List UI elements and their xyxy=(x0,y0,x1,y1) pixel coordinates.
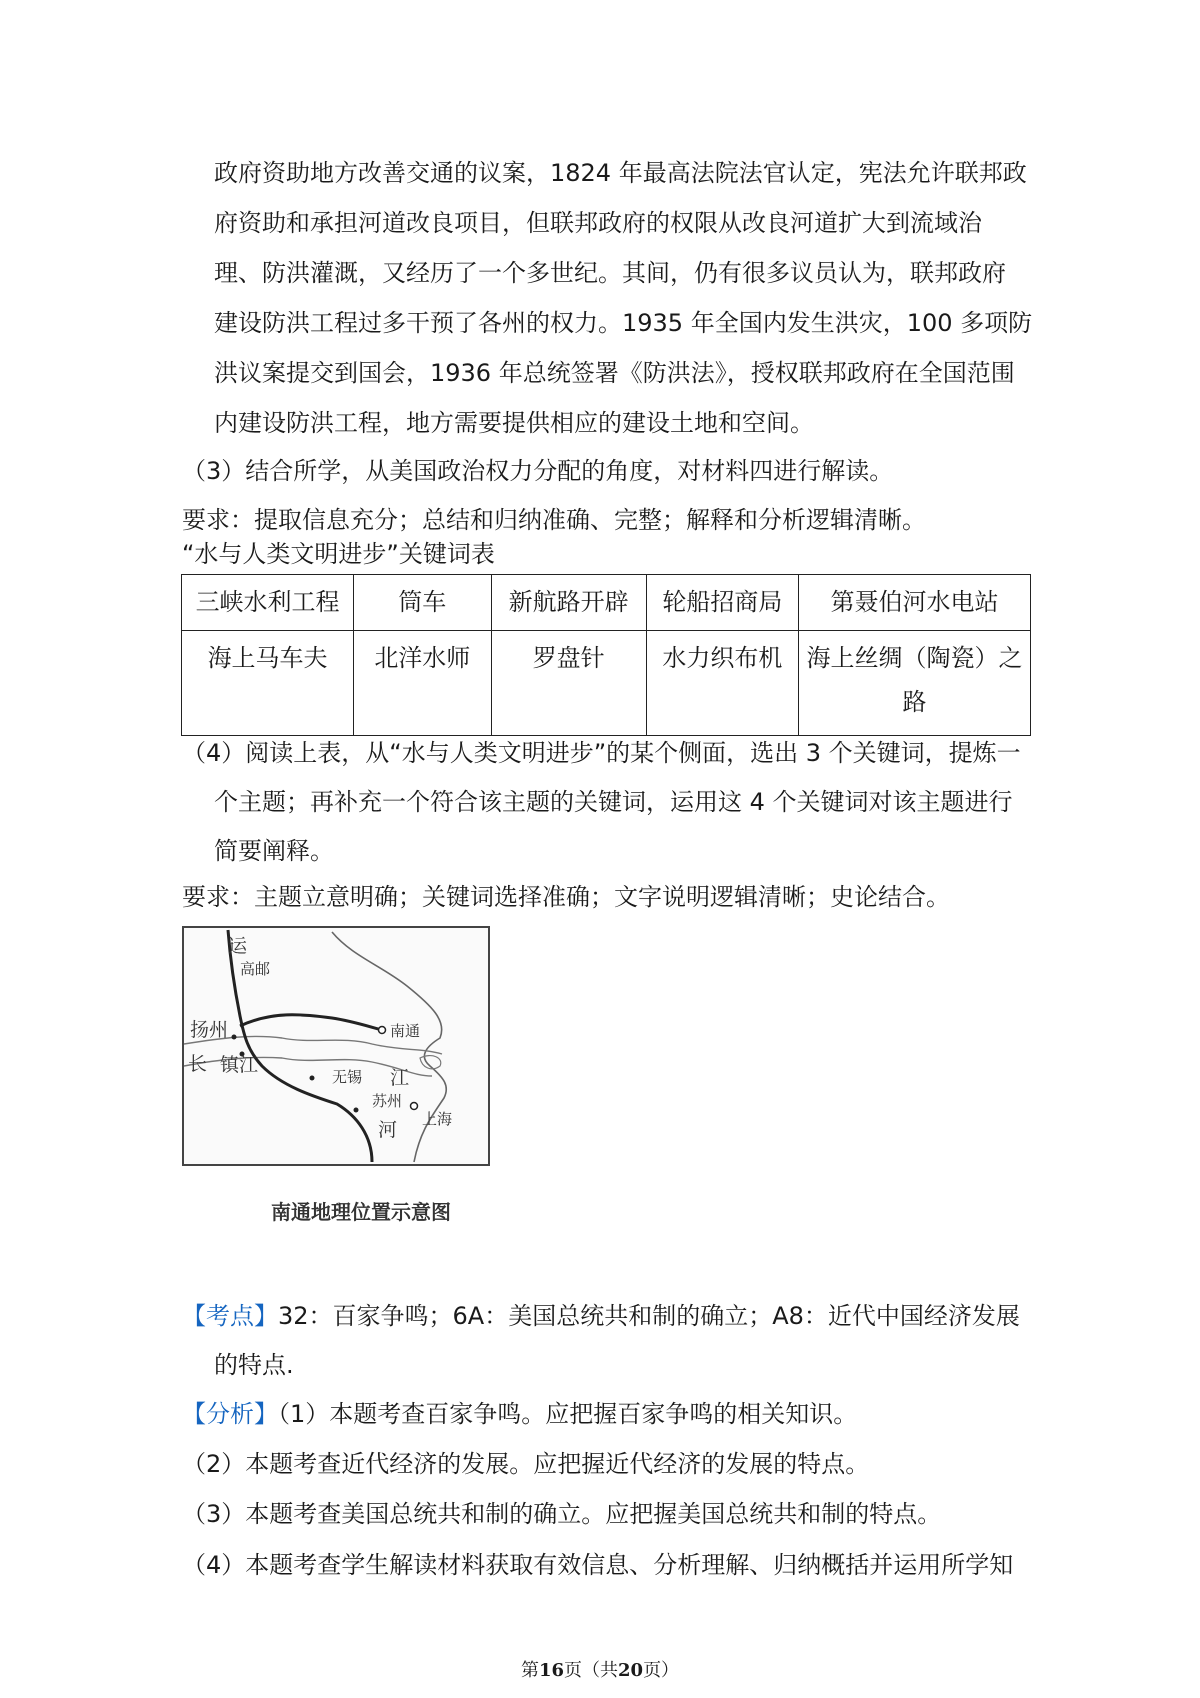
nantong-dot xyxy=(379,1027,386,1034)
label-chang: 长 xyxy=(188,1053,208,1075)
fenxi-line-4: （4）本题考查学生解读材料获取有效信息、分析理解、归纳概括并运用所学知 xyxy=(182,1551,1014,1579)
label-zhenjiang: 镇江 xyxy=(220,1054,259,1076)
suzhou-dot xyxy=(354,1108,359,1113)
material-line-2: 府资助和承担河道改良项目，但联邦政府的权限从改良河道扩大到流域治 xyxy=(214,209,982,237)
table-cell: 水力织布机 xyxy=(646,631,798,736)
material-line-6: 内建设防洪工程，地方需要提供相应的建设土地和空间。 xyxy=(214,409,814,437)
material-line-5: 洪议案提交到国会，1936 年总统签署《防洪法》，授权联邦政府在全国范围 xyxy=(214,359,1015,387)
kaodian-text: 32：百家争鸣；6A：美国总统共和制的确立；A8：近代中国经济发展 xyxy=(278,1302,1020,1330)
table-cell: 筒车 xyxy=(354,575,491,631)
shanghai-dot xyxy=(411,1103,418,1110)
table-row xyxy=(182,575,1031,631)
table-title: “水与人类文明进步”关键词表 xyxy=(182,540,495,568)
fenxi-text: （1）本题考查百家争鸣。应把握百家争鸣的相关知识。 xyxy=(278,1400,858,1428)
wuxi-dot xyxy=(310,1076,315,1081)
label-wuxi: 无锡 xyxy=(332,1068,363,1086)
label-yangzhou: 扬州 xyxy=(190,1019,229,1041)
table-cell: 三峡水利工程 xyxy=(182,575,354,631)
kaodian-tag: 【考点】 xyxy=(182,1302,278,1330)
label-nantong: 南通 xyxy=(390,1022,421,1040)
footer-prefix: 第 xyxy=(520,1660,539,1681)
keyword-table xyxy=(181,574,1031,736)
label-yun: 运 xyxy=(228,935,248,957)
map-caption: 南通地理位置示意图 xyxy=(271,1200,451,1224)
footer-page-number: 16 xyxy=(538,1660,564,1681)
requirement-3: 要求：提取信息充分；总结和归纳准确、完整；解释和分析逻辑清晰。 xyxy=(182,506,926,534)
yangzhou-dot xyxy=(232,1035,237,1040)
fenxi-line xyxy=(182,1398,857,1430)
map-graphic xyxy=(182,926,490,1166)
table-cell: 海上丝绸（陶瓷）之路 xyxy=(799,631,1031,736)
nantong-map xyxy=(182,926,490,1166)
table-cell: 新航路开辟 xyxy=(491,575,646,631)
question-4-line-1: （4）阅读上表，从“水与人类文明进步”的某个侧面，选出 3 个关键词，提炼一 xyxy=(182,739,1021,767)
table-row xyxy=(182,631,1031,736)
question-3: （3）结合所学，从美国政治权力分配的角度，对材料四进行解读。 xyxy=(182,457,894,485)
label-suzhou: 苏州 xyxy=(372,1092,403,1110)
label-gaoyou: 高邮 xyxy=(240,960,271,978)
label-he: 河 xyxy=(378,1119,398,1141)
material-line-3: 理、防洪灌溉，又经历了一个多世纪。其间，仍有很多议员认为，联邦政府 xyxy=(214,259,1006,287)
page-footer xyxy=(0,1656,1200,1682)
table-cell: 海上马车夫 xyxy=(182,631,354,736)
fenxi-line-2: （2）本题考查近代经济的发展。应把握近代经济的发展的特点。 xyxy=(182,1450,870,1478)
table-cell: 轮船招商局 xyxy=(646,575,798,631)
label-shanghai: 上海 xyxy=(422,1110,453,1128)
kaodian-line-2: 的特点. xyxy=(214,1351,294,1379)
table-cell: 第聂伯河水电站 xyxy=(799,575,1031,631)
fenxi-tag: 【分析】 xyxy=(182,1400,278,1428)
question-4-line-2: 个主题；再补充一个符合该主题的关键词，运用这 4 个关键词对该主题进行 xyxy=(214,788,1013,816)
material-line-1: 政府资助地方改善交通的议案，1824 年最高法院法官认定，宪法允许联邦政 xyxy=(214,159,1027,187)
table-cell: 罗盘针 xyxy=(491,631,646,736)
footer-total-pages: 20 xyxy=(618,1660,644,1681)
requirement-4: 要求：主题立意明确；关键词选择准确；文字说明逻辑清晰；史论结合。 xyxy=(182,883,950,911)
kaodian-line xyxy=(182,1300,1020,1332)
table-cell: 北洋水师 xyxy=(354,631,491,736)
fenxi-line-3: （3）本题考查美国总统共和制的确立。应把握美国总统共和制的特点。 xyxy=(182,1500,942,1528)
footer-middle: 页（共 xyxy=(564,1660,618,1681)
footer-suffix: 页） xyxy=(643,1660,680,1681)
material-line-4: 建设防洪工程过多干预了各州的权力。1935 年全国内发生洪灾，100 多项防 xyxy=(214,309,1033,337)
label-jiang: 江 xyxy=(390,1067,410,1089)
question-4-line-3: 简要阐释。 xyxy=(214,837,334,865)
